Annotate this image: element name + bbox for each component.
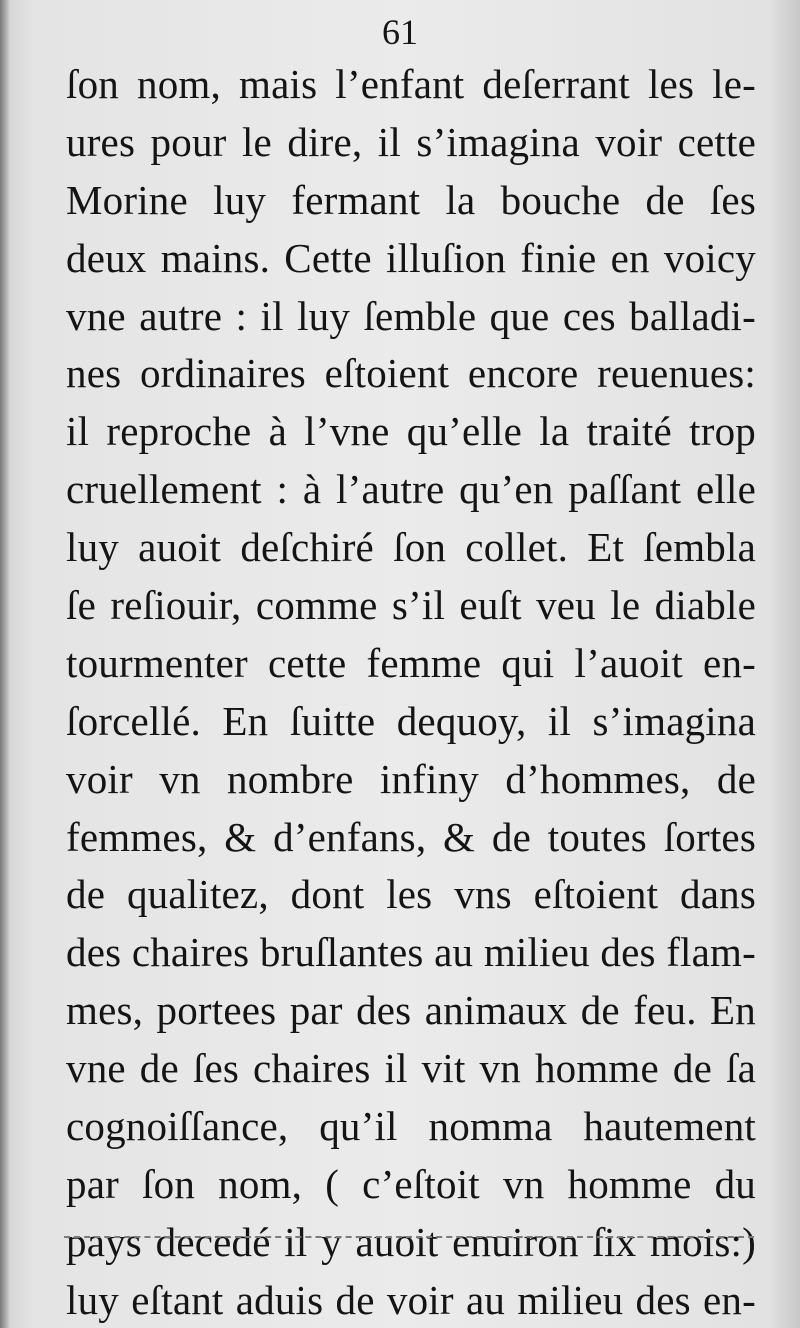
text-line: voir vn nombre infiny d’hommes, de — [66, 755, 756, 802]
page-edge-shadow — [0, 0, 10, 1328]
text-line: femmes, & d’enfans, & de toutes ſortes — [66, 813, 756, 860]
text-line: luy eſtant aduis de voir au milieu des en- — [66, 1276, 756, 1323]
page-number: 61 — [382, 12, 418, 52]
text-line: ures pour le dire, il s’imagina voir cette — [66, 118, 756, 165]
text-line: par ſon nom, ( c’eſtoit vn homme du — [66, 1160, 756, 1207]
text-line: il reproche à l’vne qu’elle la traité trop — [66, 408, 756, 455]
text-line: vne de ſes chaires il vit vn homme de ſa — [66, 1045, 756, 1092]
body-text — [66, 56, 756, 1328]
text-line: de qualitez, dont les vns eſtoient dans — [66, 871, 756, 918]
text-line: Morine luy fermant la bouche de ſes — [66, 176, 756, 223]
text-line: nes ordinaires eſtoient encore reuenues: — [66, 350, 756, 397]
text-line: ſe reſiouir, comme s’il euſt veu le diable — [66, 582, 756, 629]
text-line: deux mains. Cette illuſion finie en voicy — [66, 234, 756, 281]
text-line: mes, portees par des animaux de feu. En — [66, 987, 756, 1034]
text-line: ſon nom, mais l’enfant deſerrant les le- — [66, 61, 756, 107]
bottom-rule — [64, 1236, 754, 1238]
text-line: cognoiſſance, qu’il nomma hautement — [66, 1103, 756, 1150]
text-line: ſorcellé. En ſuitte dequoy, il s’imagina — [66, 697, 756, 744]
text-line: pays decedé il y auoit enuiron ſix mois:) — [66, 1218, 756, 1265]
text-line: luy auoit deſchiré ſon collet. Et ſembla — [66, 524, 756, 571]
text-line: tourmenter cette femme qui l’auoit en- — [66, 639, 756, 686]
text-line: des chaires bruſlantes au milieu des flam- — [66, 929, 756, 976]
text-line: cruellement : à l’autre qu’en paſſant elle — [66, 466, 756, 513]
text-line: vne autre : il luy ſemble que ces balladi- — [66, 292, 756, 339]
